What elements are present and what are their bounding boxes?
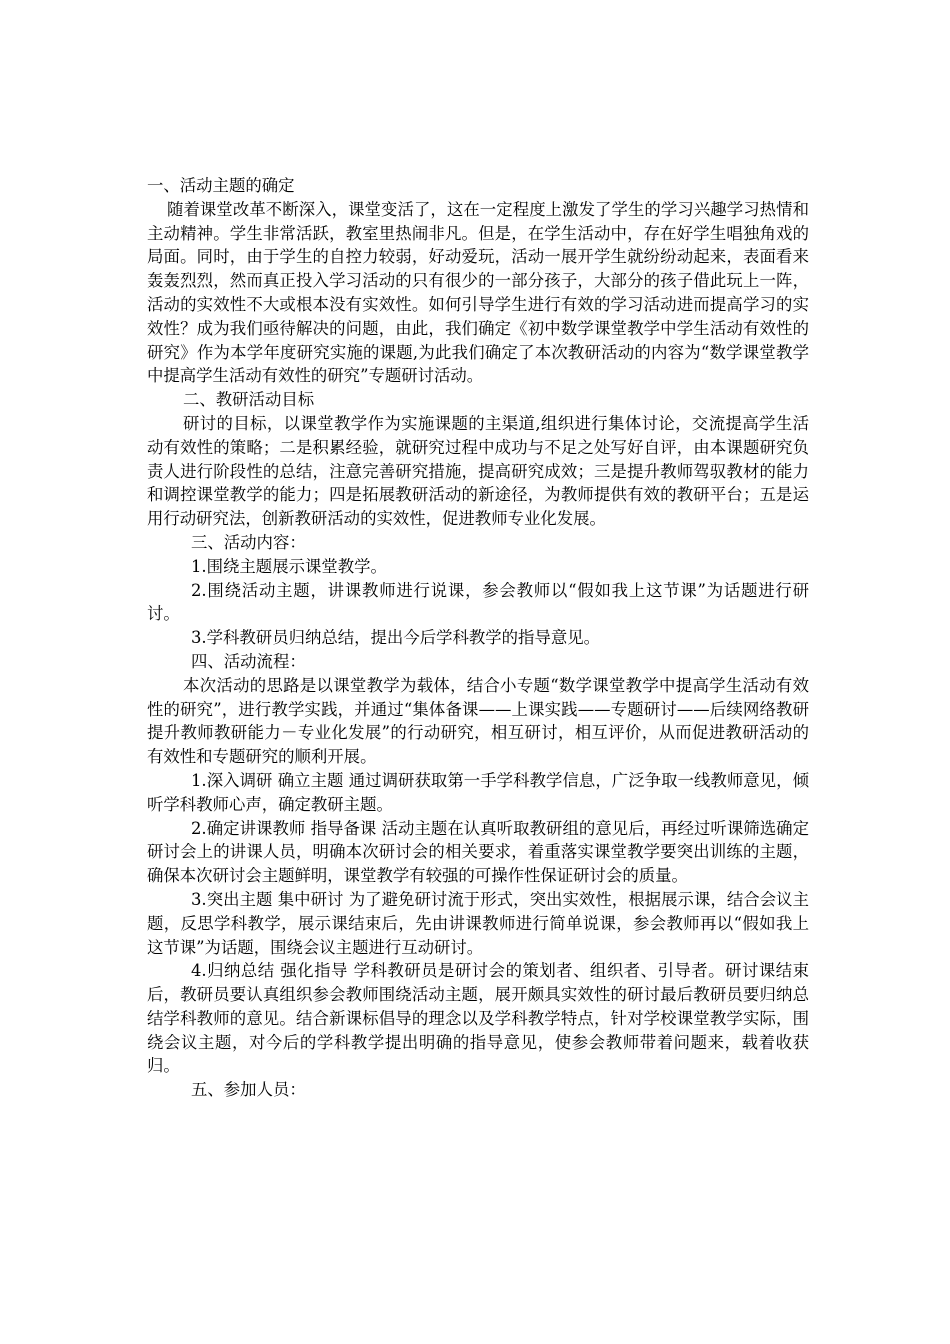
section-heading-process: 四、活动流程：	[191, 651, 306, 671]
section-heading-content: 三、活动内容：	[191, 532, 306, 552]
list-item-process-1: 1.深入调研 确立主题 通过调研获取第一手学科教学信息，广泛争取一线教师意见，倾听学科教师心声，确定教研主题。	[147, 770, 809, 814]
list-item-process-3: 3.突出主题 集中研讨 为了避免研讨流于形式，突出实效性，根据展示课，结合会议主题，反思学科教学，展示课结束后，先由讲课教师进行简单说课，参会教师再以“假如我上这节课”为话题，围绕会议主题进行互动研讨。	[147, 889, 809, 957]
paragraph-topic-body: 随着课堂改革不断深入，课堂变活了，这在一定程度上激发了学生的学习兴趣学习热情和主动精神。学生非常活跃，教室里热闹非凡。但是，在学生活动中，存在好学生唱独角戏的局面。同时，由于学生的自控力较弱，好动爱玩，活动一展开学生就纷纷动起来，表面看来轰轰烈烈，然而真正投入学习活动的只有很少的一部分孩子，大部分的孩子借此玩上一阵，活动的实效性不大或根本没有实效性。如何引导学生进行有效的学习活动进而提高学习的实效性？成为我们亟待解决的问题，由此，我们确定《初中数学课堂教学中学生活动有效性的研究》作为本学年度研究实施的课题,为此我们确定了本次教研活动的内容为“数学课堂教学中提高学生活动有效性的研究”专题研讨活动。	[147, 199, 809, 386]
section-heading-goals: 二、教研活动目标	[183, 390, 315, 410]
paragraph-process-intro: 本次活动的思路是以课堂教学为载体，结合小专题“数学课堂教学中提高学生活动有效性的研究”，进行教学实践，并通过“集体备课——上课实践——专题研讨——后续网络教研提升教师教研能力－专业化发展”的行动研究，相互研讨，相互评价，从而促进教研活动的有效性和专题研究的顺利开展。	[147, 675, 809, 767]
list-item-process-4: 4.归纳总结 强化指导 学科教研员是研讨会的策划者、组织者、引导者。研讨课结束后，教研员要认真组织参会教师围绕活动主题，展开颇具实效性的研讨最后教研员要归纳总结学科教师的意见。结合新课标倡导的理念以及学科教学特点，针对学校课堂教学实际，围绕会议主题，对今后的学科教学提出明确的指导意见，使参会教师带着问题来，载着收获归。	[147, 961, 809, 1076]
section-heading-participants: 五、参加人员：	[191, 1080, 306, 1100]
document-page	[147, 174, 809, 1102]
section-heading-topic: 一、活动主题的确定	[147, 176, 295, 195]
list-item-content-3: 3.学科教研员归纳总结，提出今后学科教学的指导意见。	[191, 628, 601, 648]
list-item-process-2: 2.确定讲课教师 指导备课 活动主题在认真听取教研组的意见后，再经过听课筛选确定研讨会上的讲课人员，明确本次研讨会的相关要求，着重落实课堂教学要突出训练的主题，确保本次研讨会主题鲜明，课堂教学有较强的可操作性保证研讨会的质量。	[147, 818, 809, 886]
list-item-content-1: 1.围绕主题展示课堂教学。	[191, 556, 387, 576]
list-item-content-2: 2.围绕活动主题，讲课教师进行说课，参会教师以“假如我上这节课”为话题进行研讨。	[147, 580, 809, 624]
paragraph-goals-body: 研讨的目标，以课堂教学作为实施课题的主渠道,组织进行集体讨论，交流提高学生活动有效性的策略；二是积累经验，就研究过程中成功与不足之处写好自评，由本课题研究负责人进行阶段性的总结，注意完善研究措施，提高研究成效；三是提升教师驾驭教材的能力和调控课堂教学的能力；四是拓展教研活动的新途径，为教师提供有效的教研平台；五是运用行动研究法，创新教研活动的实效性，促进教师专业化发展。	[147, 413, 809, 529]
